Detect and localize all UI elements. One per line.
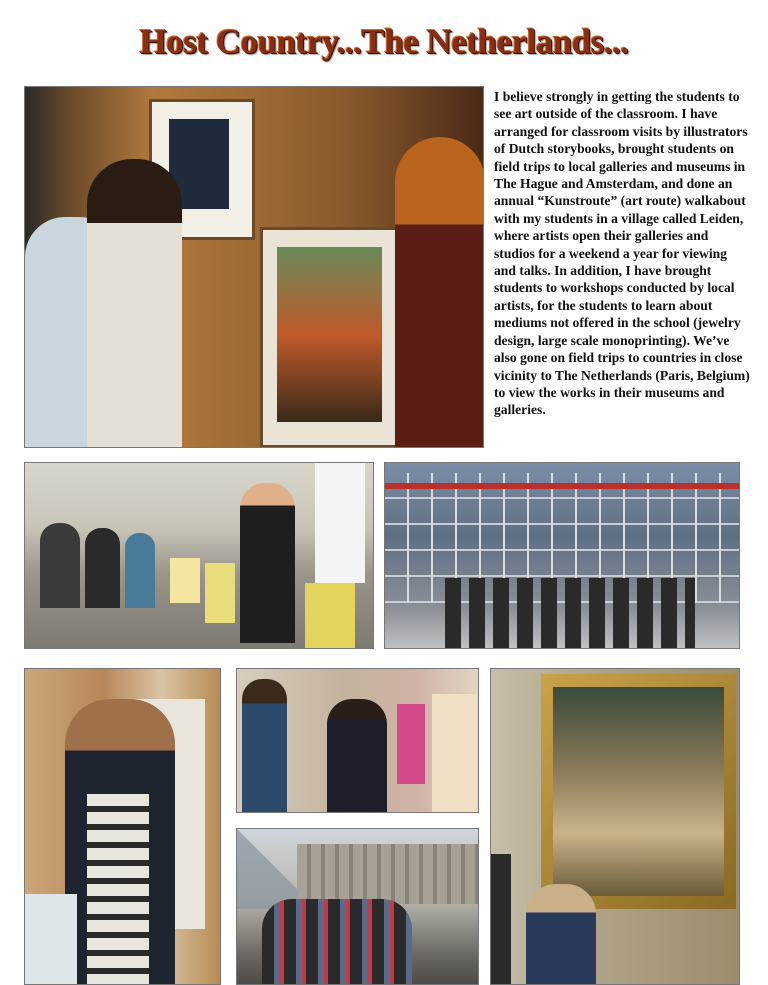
student-artwork: [305, 583, 355, 648]
whiteboard: [315, 463, 365, 583]
instructor-figure: [327, 699, 387, 813]
classroom-visit-photo: [24, 462, 374, 649]
visitor-figure: [526, 884, 596, 985]
seated-student: [125, 533, 155, 608]
louvre-group-photo: [236, 828, 479, 985]
illustrator-figure: [240, 483, 295, 643]
visitor-figure: [491, 854, 511, 985]
article-body: I believe strongly in getting the students to see art outside of the classroom. I have arranged for classroom visits by illustrators of Dutch storybooks, brought students on field trips to local galleries and museums in The Hague and Amsterdam, and done an annual “Kunstroute” (art route) walkabout with my students in a village called Leiden, where artists open their galleries and studios for a weekend a year for viewing and talks. In addition, I have brought students to workshops conducted by local artists, for the students to learn about mediums not offered in the school (jewelry design, large scale monoprinting). We’ve also gone on field trips to countries in close vicinity to The Netherlands (Paris, Belgium) to view the works in their museums and galleries.: [494, 89, 750, 418]
student-figure: [87, 159, 182, 448]
painting-canvas: [553, 687, 724, 896]
red-pipe: [385, 483, 740, 489]
student-artwork: [170, 558, 200, 603]
pompidou-trip-photo: [384, 462, 740, 649]
lace-garment: [432, 694, 477, 813]
textile-artwork: [87, 794, 149, 985]
group-of-students: [445, 578, 695, 649]
student-group: [262, 899, 412, 985]
student-figure: [395, 137, 484, 448]
artwork-inner: [277, 247, 382, 422]
costume-workshop-photo: [236, 668, 479, 813]
artist-workshop-photo: [24, 668, 221, 985]
palace-building: [297, 844, 479, 904]
page-title: Host Country...The Netherlands...: [139, 22, 629, 61]
seated-student: [85, 528, 120, 608]
pink-garment: [397, 704, 425, 784]
drawer-cabinet: [25, 894, 77, 985]
gallery-visit-photo: [24, 86, 484, 448]
student-artwork: [205, 563, 235, 623]
student-figure: [242, 679, 287, 813]
seated-student: [40, 523, 80, 608]
museum-painting-photo: [490, 668, 740, 985]
